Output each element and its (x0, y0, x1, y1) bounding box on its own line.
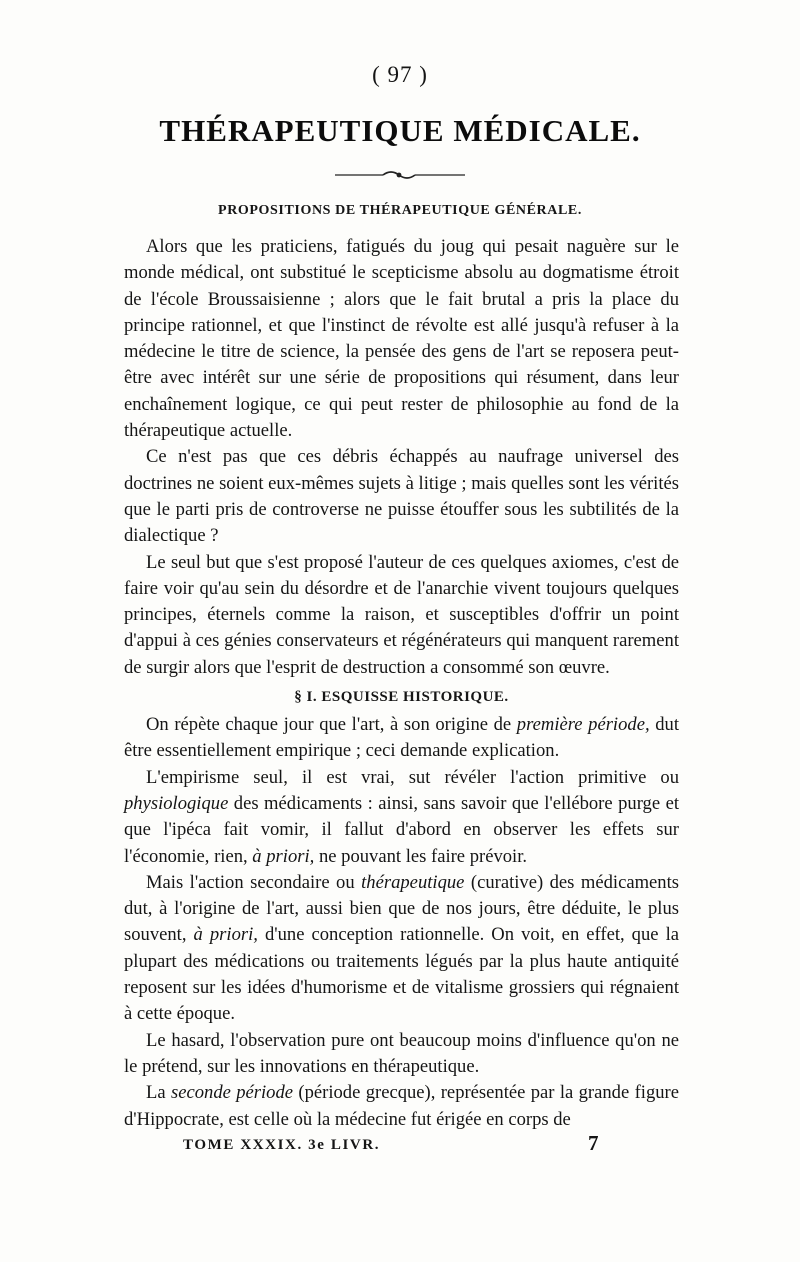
page-number: ( 97 ) (372, 62, 428, 87)
paragraph: Mais l'action secondaire ou thérapeutique (curative) des médicaments dut, à l'origine de l'art, aussi bien que de nos jours, être déduite, le plus souvent, à priori, d'une conception rationnelle. On voit, en effet, que la plupart des médications ou traitements légués par la plus haute antiquité reposent sur les idées d'humorisme et de vitalisme grossiers qui régnaient à cette époque. (124, 871, 679, 1025)
subsection-heading: § I. ESQUISSE HISTORIQUE. (294, 689, 509, 706)
body-text (124, 234, 679, 1133)
section-title: PROPOSITIONS DE THÉRAPEUTIQUE GÉNÉRALE. (218, 203, 582, 218)
paragraph: Alors que les praticiens, fatigués du joug qui pesait naguère sur le monde médical, ont substitué le scepticisme absolu au dogmatisme étroit de l'école Broussaisienne ; alors que le fait brutal a pris la place du principe rationnel, et que l'instinct de révolte est allé jusqu'à refuser à la médecine le titre de science, la pensée des gens de l'art se reposera peut-être avec intérêt sur une série de propositions qui résument, dans leur enchaînement logique, ce qui peut rester de philosophie au fond de la thérapeutique actuelle. (124, 236, 679, 442)
paragraph: La seconde période (période grecque), représentée par la grande figure d'Hippocrate, est celle où la médecine fut érigée en corps de (124, 1082, 679, 1130)
paragraph: Le hasard, l'observation pure ont beaucoup moins d'influence qu'on ne le prétend, sur les innovations en thérapeutique. (124, 1029, 679, 1077)
italic-term: physiologique (124, 792, 229, 814)
paragraph: Le seul but que s'est proposé l'auteur de ces quelques axiomes, c'est de faire voir qu'au sein du désordre et de l'anarchie vivent toujours quelques principes, éternels comme la raison, et susceptibles d'offrir un point d'appui à ces génies conservateurs et régénérateurs qui manquent rarement de surgir alors que l'esprit de destruction a consommé son œuvre. (124, 551, 679, 678)
paragraph: L'empirisme seul, il est vrai, sut révéler l'action primitive ou physiologique des médicaments : ainsi, sans savoir que l'ellébore purge et que l'ipéca fait vomir, il fallut d'abord en observer les effets sur l'économie, rien, à priori, ne pouvant les faire prévoir. (124, 766, 679, 867)
paragraph: On répète chaque jour que l'art, à son origine de première période, dut être essentiellement empirique ; ceci demande explication. (124, 714, 679, 762)
italic-term: thérapeutique (361, 871, 465, 893)
ornament-divider-icon (335, 168, 465, 182)
italic-term: première période, (516, 714, 650, 736)
italic-term: à priori, (193, 924, 258, 946)
footer-signature: TOME XXXIX. 3e LIVR. (183, 1137, 381, 1153)
italic-term: seconde période (170, 1082, 294, 1104)
footer-sheet-number: 7 (588, 1131, 599, 1155)
page-title: THÉRAPEUTIQUE MÉDICALE. (159, 113, 641, 148)
italic-term: à priori, (252, 845, 315, 867)
paragraph: Ce n'est pas que ces débris échappés au naufrage universel des doctrines ne soient eux-mêmes sujets à litige ; mais quelles sont les vérités que le parti pris de controverse ne puisse étouffer sous les subtilités de la dialectique ? (124, 446, 679, 547)
